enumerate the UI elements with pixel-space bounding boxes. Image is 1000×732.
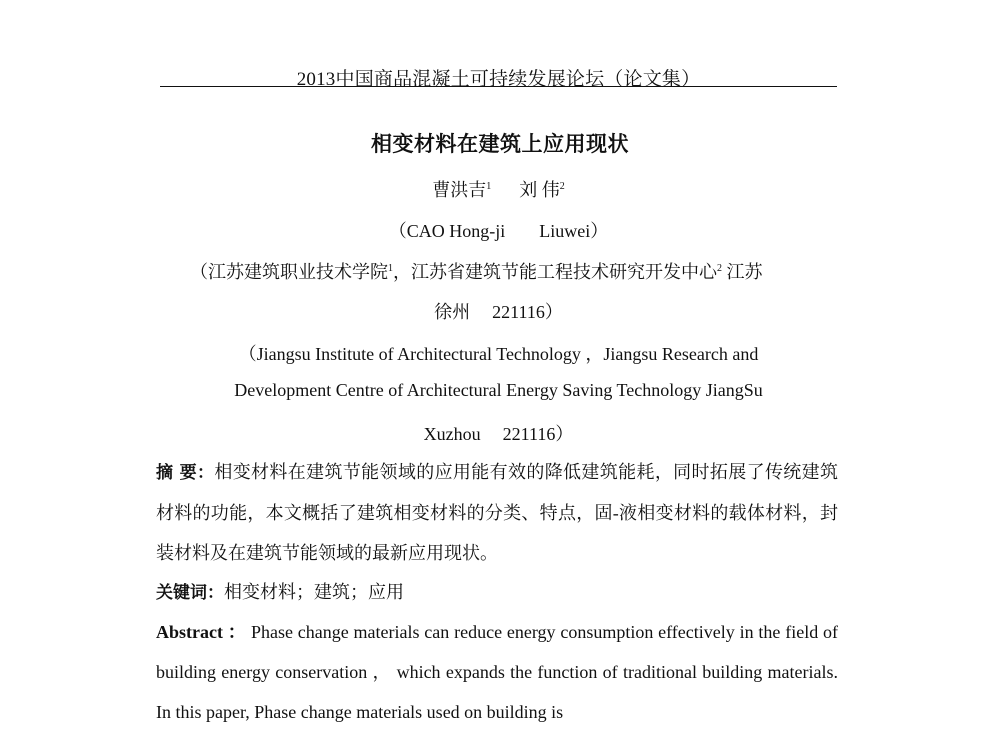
- running-header: [160, 60, 837, 90]
- affiliation-en-postcode: 221116）: [502, 424, 574, 444]
- header-rule: [160, 86, 837, 87]
- author-affil-sup-1: 1: [486, 181, 492, 192]
- paper-title: 相变材料在建筑上应用现状: [371, 132, 629, 156]
- author-en-open: （: [388, 221, 407, 241]
- running-header-text: 2013中国商品混凝土可持续发展论坛（论文集）: [296, 69, 701, 90]
- affiliation-zh-city-line: [160, 298, 837, 324]
- author-en-name-2: Liuwei: [539, 221, 591, 241]
- affiliation-en-line-1: （Jiangsu Institute of Architectural Technology ，Jiangsu Research and: [238, 344, 759, 364]
- author-name-2: 刘 伟: [519, 180, 560, 200]
- abstract-en: [156, 612, 838, 732]
- abstract-zh-label: 摘 要：: [156, 463, 215, 483]
- affiliation-zh-part1: （江苏建筑职业技术学院: [190, 262, 388, 282]
- affiliation-zh-part2: ，江苏省建筑节能工程技术研究开发中心: [393, 262, 717, 282]
- author-affil-sup-2: 2: [559, 181, 565, 192]
- affiliation-en-line-2: Development Centre of Architectural Energy Saving Technology JiangSu: [234, 380, 763, 400]
- abstract-zh-text: 相变材料在建筑节能领域的应用能有效的降低建筑能耗，同时拓展了传统建筑材料的功能，本文概括了建筑相变材料的分类、特点，固-液相变材料的载体材料，封装材料及在建筑节能领域的最新应用现状。: [156, 462, 839, 563]
- abstract-zh: [156, 452, 838, 573]
- affiliation-zh-city: 徐州: [434, 302, 471, 322]
- affiliation-zh-postcode: 221116）: [492, 302, 563, 322]
- author-line: [160, 176, 837, 202]
- abstract-en-label: Abstract ：: [156, 622, 247, 642]
- abstract-en-text: Phase change materials can reduce energy consumption effectively in the field of building energy conservation ， which expands the function of traditional building materials. In this paper, Phase change materials used on building is: [156, 622, 838, 722]
- keywords-label: 关键词：: [156, 583, 224, 603]
- author-en-name-1: CAO Hong-ji: [406, 221, 506, 241]
- affiliation-zh-line: [190, 258, 850, 284]
- affiliation-en-city: Xuzhou: [423, 424, 481, 444]
- author-en-close: ）: [590, 221, 609, 241]
- affiliation-en-city-line: [160, 420, 837, 446]
- author-name-1: 曹洪吉: [432, 180, 487, 200]
- keywords-text: 相变材料；建筑；应用: [224, 582, 404, 602]
- affiliation-zh-sup1: 1: [388, 263, 393, 274]
- keywords: [156, 572, 838, 613]
- affiliation-zh-sup2: 2: [717, 263, 722, 274]
- affiliation-zh-part3: 江苏: [722, 262, 763, 282]
- author-line-en: [160, 217, 837, 243]
